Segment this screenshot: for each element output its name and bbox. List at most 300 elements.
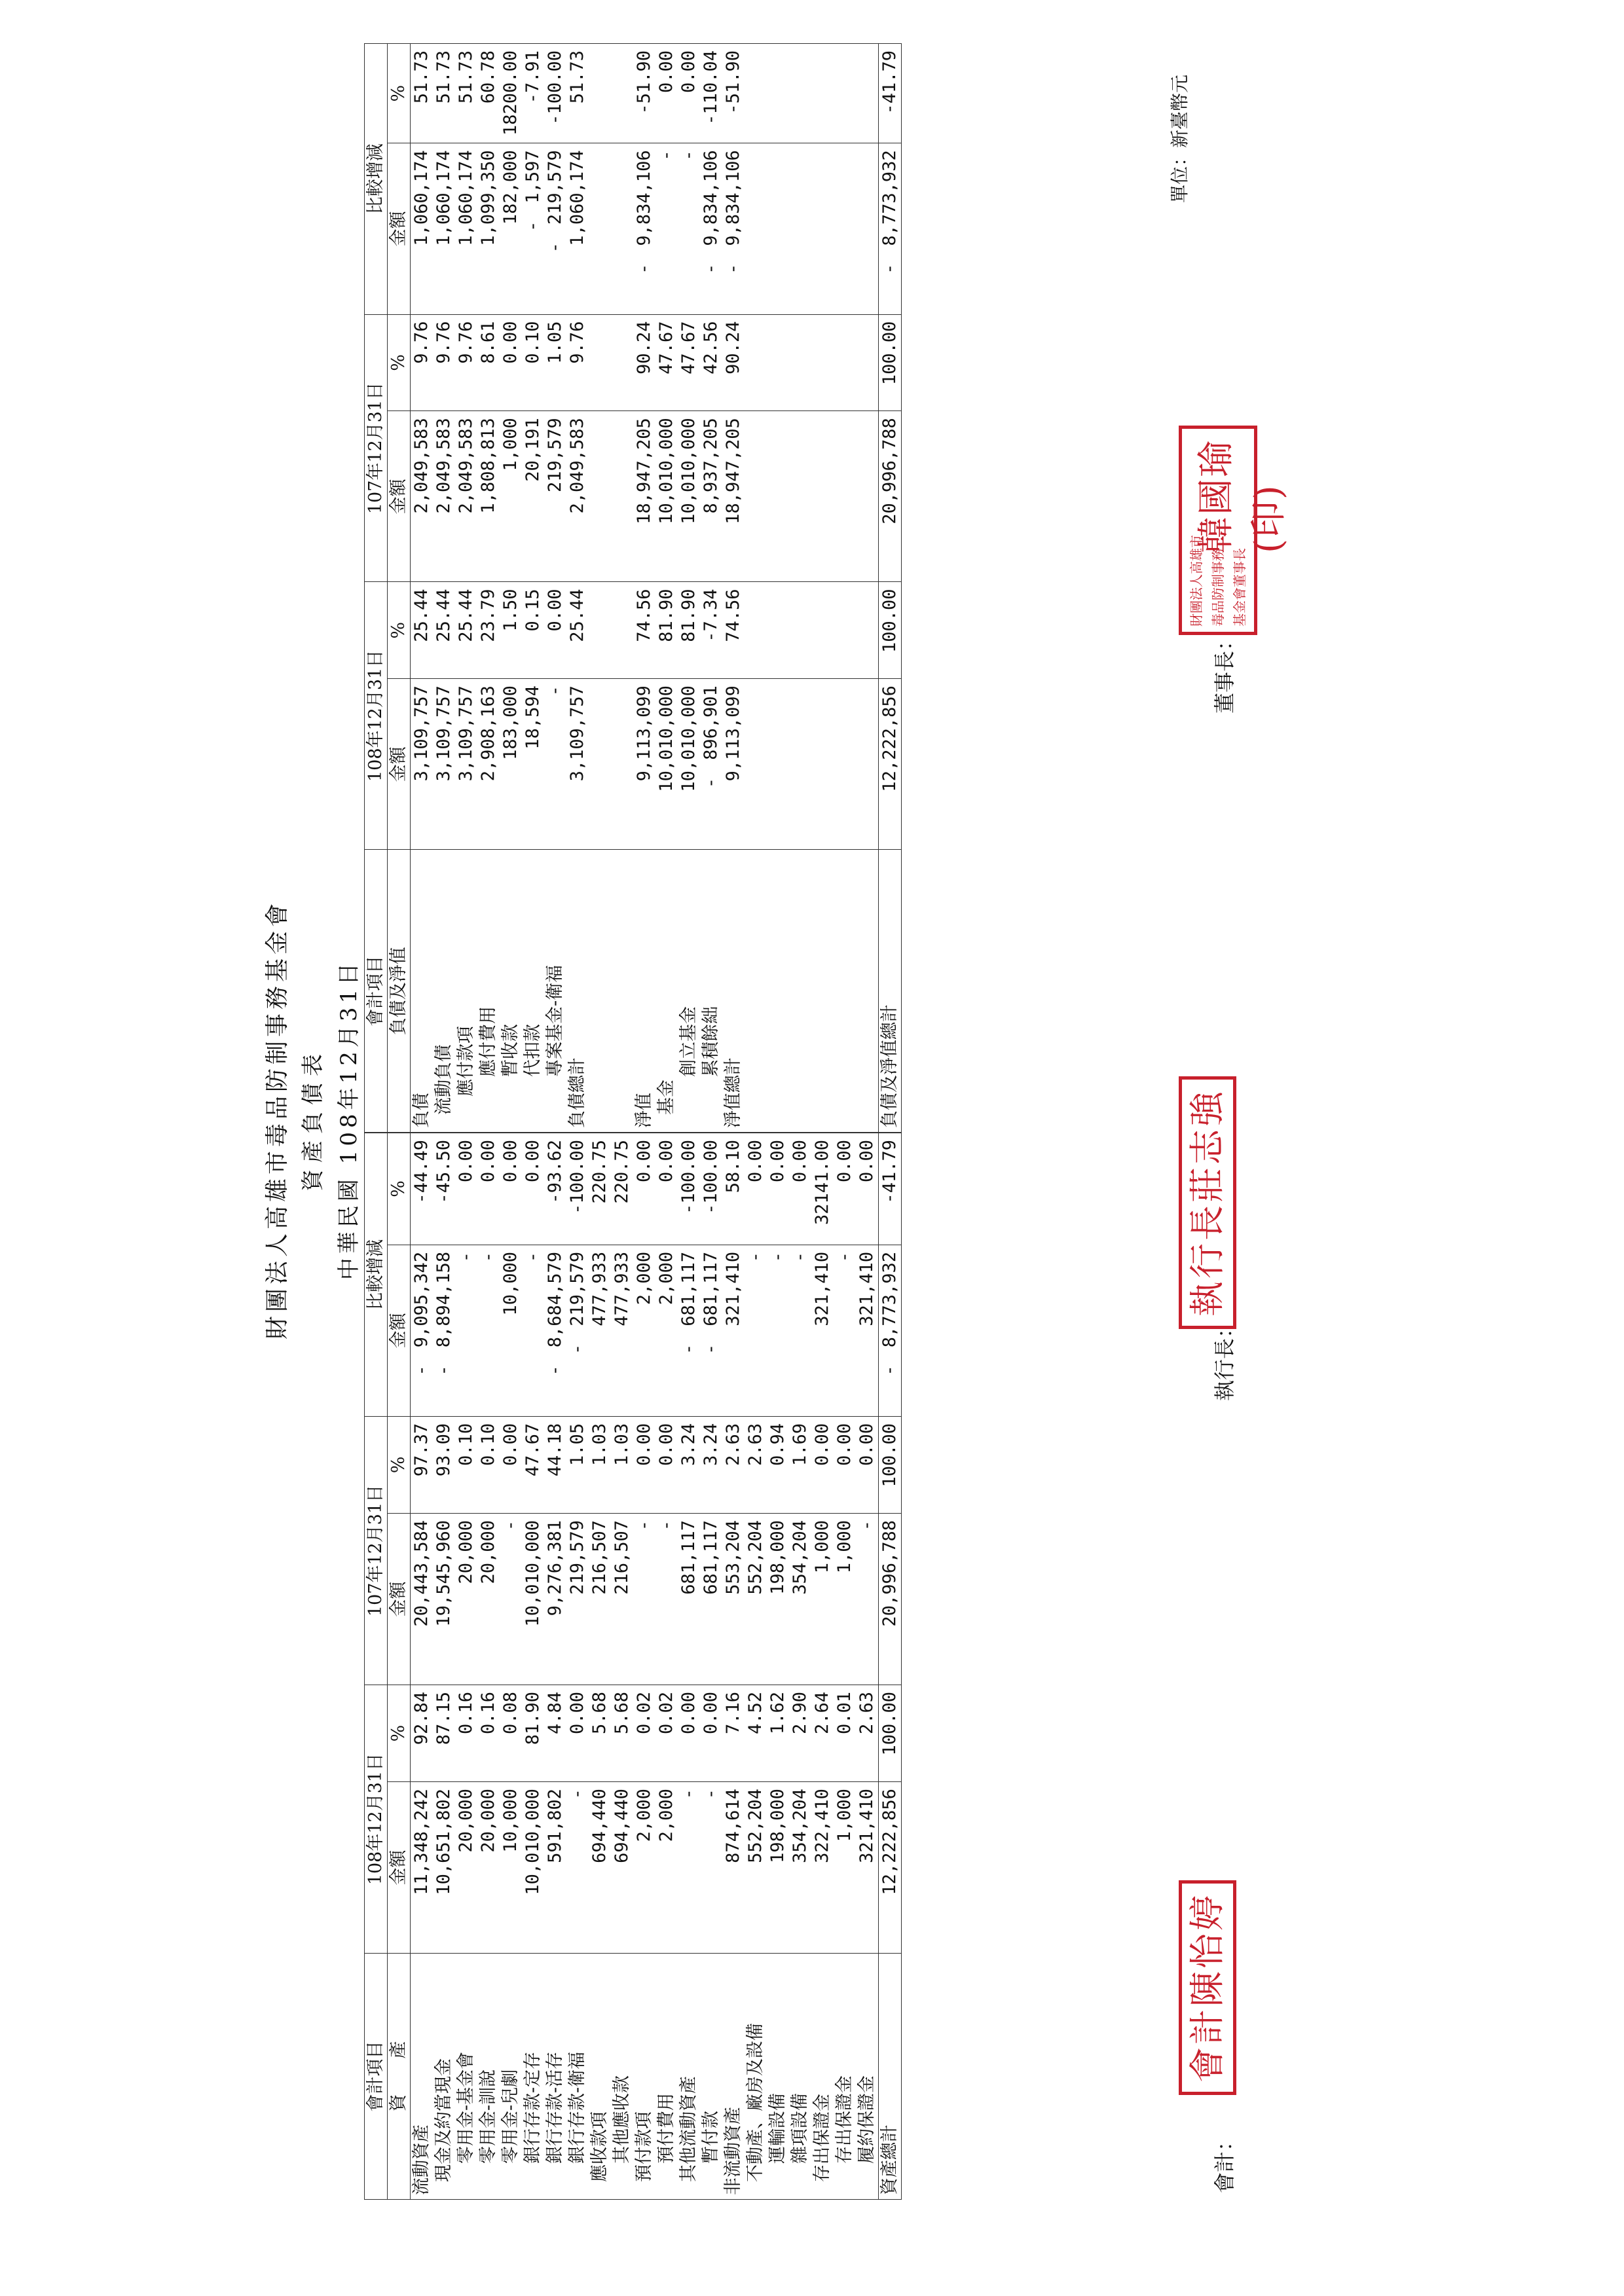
row-cur-amount: 10,010,000 <box>522 1782 544 1954</box>
row-prev-amount: 681,117 <box>700 1514 722 1685</box>
row-prev-amount: 20,191 <box>522 411 544 582</box>
row-chg-amount: 477,933 <box>589 1245 611 1416</box>
row-prev-amount <box>856 411 879 582</box>
liab-chg-amount-head: 金額 <box>388 143 411 314</box>
row-chg-pct: -51.90 <box>633 44 655 143</box>
liab-col-current: 108年12月31日 <box>365 582 388 850</box>
row-prev-pct: 1.05 <box>544 314 566 411</box>
row-chg-amount: - <box>834 1245 856 1416</box>
row-item <box>856 850 879 1133</box>
row-chg-amount: 182,000 <box>500 143 522 314</box>
row-chg-amount: - 9,834,106 <box>722 143 745 314</box>
table-row <box>700 44 722 1133</box>
table-row <box>522 1133 544 2200</box>
row-chg-amount: - <box>678 143 700 314</box>
row-prev-amount: 1,808,813 <box>477 411 500 582</box>
row-chg-pct: 51.73 <box>433 44 455 143</box>
row-chg-amount <box>834 143 856 314</box>
row-cur-pct: 4.84 <box>544 1685 566 1782</box>
row-cur-amount: 11,348,242 <box>411 1782 434 1954</box>
row-cur-amount: 2,000 <box>655 1782 678 1954</box>
row-chg-pct: 220.75 <box>611 1133 633 1245</box>
row-prev-pct: 1.03 <box>611 1416 633 1513</box>
row-item: 預付款項 <box>633 1954 655 2200</box>
table-row <box>433 1133 455 2200</box>
row-cur-amount: 2,000 <box>633 1782 655 1954</box>
row-item: 應付款項 <box>455 850 477 1133</box>
row-cur-pct: 0.00 <box>566 1685 589 1782</box>
row-chg-pct: 0.00 <box>856 1133 879 1245</box>
row-cur-amount <box>589 679 611 850</box>
row-prev-pct: 0.00 <box>633 1416 655 1513</box>
row-chg-pct: -110.04 <box>700 44 722 143</box>
row-item: 履約保證金 <box>856 1954 879 2200</box>
row-cur-pct: 25.44 <box>411 582 434 679</box>
row-prev-amount: 216,507 <box>589 1514 611 1685</box>
row-item <box>611 850 633 1133</box>
table-row <box>834 1133 856 2200</box>
row-cur-pct: 25.44 <box>566 582 589 679</box>
row-cur-amount: 10,000 <box>500 1782 522 1954</box>
row-cur-pct: 0.15 <box>522 582 544 679</box>
row-chg-pct <box>834 44 856 143</box>
row-prev-amount: 18,947,205 <box>722 411 745 582</box>
row-prev-pct: 0.00 <box>500 1416 522 1513</box>
row-cur-amount <box>745 679 767 850</box>
row-cur-amount <box>611 679 633 850</box>
row-prev-amount: 10,010,000 <box>655 411 678 582</box>
row-item: 應收款項 <box>589 1954 611 2200</box>
row-prev-amount: - <box>655 1514 678 1685</box>
report-title: 財團法人高雄市毒品防制事務基金會 <box>264 900 291 1340</box>
row-prev-pct <box>789 314 811 411</box>
row-prev-amount: 8,937,205 <box>700 411 722 582</box>
row-cur-amount: - <box>544 679 566 850</box>
row-prev-amount: 681,117 <box>678 1514 700 1685</box>
row-chg-amount: 477,933 <box>611 1245 633 1416</box>
liab-col-previous: 107年12月31日 <box>365 314 388 582</box>
row-cur-pct: 87.15 <box>433 1685 455 1782</box>
row-cur-amount: 3,109,757 <box>455 679 477 850</box>
row-prev-amount: 553,204 <box>722 1514 745 1685</box>
row-prev-pct: 47.67 <box>678 314 700 411</box>
row-chg-amount: - <box>477 1245 500 1416</box>
accountant-label: 會計： <box>1212 2130 1237 2193</box>
row-item: 應付費用 <box>477 850 500 1133</box>
row-item: 銀行存款-活存 <box>544 1954 566 2200</box>
row-cur-pct <box>611 582 633 679</box>
row-item <box>811 850 834 1133</box>
row-cur-amount <box>834 679 856 850</box>
table-row <box>500 44 522 1133</box>
chair-stamp-line: 財團法人高雄市 <box>1189 535 1204 627</box>
table-row <box>544 1133 566 2200</box>
assets-cur-pct-head: % <box>388 1685 411 1782</box>
row-chg-pct: -100.00 <box>700 1133 722 1245</box>
liab-prev-amount-head: 金額 <box>388 411 411 582</box>
row-prev-amount <box>745 411 767 582</box>
row-prev-amount: 219,579 <box>544 411 566 582</box>
row-chg-pct: 0.00 <box>655 44 678 143</box>
row-chg-amount <box>767 143 789 314</box>
row-chg-amount: - 8,894,158 <box>433 1245 455 1416</box>
row-cur-pct: 74.56 <box>633 582 655 679</box>
assets-col-change: 比較增減 <box>365 1133 388 1417</box>
row-item: 代扣款 <box>522 850 544 1133</box>
assets-body <box>411 1133 879 2200</box>
row-chg-amount: - <box>655 143 678 314</box>
assets-total-row <box>879 1133 902 2200</box>
row-item: 存出保證金 <box>834 1954 856 2200</box>
row-item: 暫付款 <box>700 1954 722 2200</box>
table-row <box>811 44 834 1133</box>
row-item: 非流動資產 <box>722 1954 745 2200</box>
row-cur-pct: 2.64 <box>811 1685 834 1782</box>
row-chg-pct: -100.00 <box>544 44 566 143</box>
row-item: 預付費用 <box>655 1954 678 2200</box>
row-cur-amount: 9,113,099 <box>633 679 655 850</box>
row-chg-amount: - 681,117 <box>678 1245 700 1416</box>
row-item: 運輸設備 <box>767 1954 789 2200</box>
table-row <box>700 1133 722 2200</box>
row-prev-amount: 10,010,000 <box>522 1514 544 1685</box>
row-prev-amount: 2,049,583 <box>433 411 455 582</box>
row-item: 雜項設備 <box>789 1954 811 2200</box>
row-cur-pct <box>789 582 811 679</box>
row-prev-pct: 90.24 <box>633 314 655 411</box>
accountant-stamp: 會計陳怡婷 <box>1179 1880 1236 2095</box>
row-prev-amount: - <box>856 1514 879 1685</box>
table-row <box>566 44 589 1133</box>
total-chg-pct: -41.79 <box>879 44 902 143</box>
table-row <box>411 44 434 1133</box>
row-cur-pct: 1.62 <box>767 1685 789 1782</box>
row-prev-pct: 9.76 <box>566 314 589 411</box>
row-prev-pct: 9.76 <box>455 314 477 411</box>
liab-col-item: 會計項目 <box>365 850 388 1133</box>
assets-col-current: 108年12月31日 <box>365 1685 388 1954</box>
row-cur-pct: 25.44 <box>455 582 477 679</box>
table-row <box>633 1133 655 2200</box>
row-prev-amount: 552,204 <box>745 1514 767 1685</box>
chair-stamp <box>1179 426 1290 635</box>
row-prev-pct: 0.00 <box>655 1416 678 1513</box>
row-chg-pct: 51.73 <box>566 44 589 143</box>
row-cur-pct <box>589 582 611 679</box>
row-prev-pct: 0.10 <box>477 1416 500 1513</box>
row-prev-amount: 216,507 <box>611 1514 633 1685</box>
row-cur-pct: 0.00 <box>678 1685 700 1782</box>
assets-chg-pct-head: % <box>388 1133 411 1245</box>
row-chg-amount: 1,099,350 <box>477 143 500 314</box>
row-cur-pct: 4.52 <box>745 1685 767 1782</box>
row-cur-amount: 3,109,757 <box>411 679 434 850</box>
row-prev-pct: 1.05 <box>566 1416 589 1513</box>
row-chg-pct: 220.75 <box>589 1133 611 1245</box>
table-row <box>566 1133 589 2200</box>
table-row <box>678 44 700 1133</box>
row-cur-amount: - <box>700 1782 722 1954</box>
row-cur-pct <box>745 582 767 679</box>
table-row <box>433 44 455 1133</box>
row-prev-pct: 93.09 <box>433 1416 455 1513</box>
row-item <box>745 850 767 1133</box>
table-row <box>589 44 611 1133</box>
row-item: 現金及約當現金 <box>433 1954 455 2200</box>
liab-side-label: 負債及淨值 <box>388 850 411 1133</box>
row-prev-amount <box>811 411 834 582</box>
row-prev-pct: 9.76 <box>411 314 434 411</box>
row-cur-pct: 0.16 <box>455 1685 477 1782</box>
row-cur-amount: 874,614 <box>722 1782 745 1954</box>
row-cur-pct <box>834 582 856 679</box>
row-chg-amount: - <box>522 1245 544 1416</box>
row-cur-pct: 7.16 <box>722 1685 745 1782</box>
row-item: 負債 <box>411 850 434 1133</box>
row-chg-pct <box>745 44 767 143</box>
total-prev-pct: 100.00 <box>879 1416 902 1513</box>
liab-cur-amount-head: 金額 <box>388 679 411 850</box>
row-prev-pct: 8.61 <box>477 314 500 411</box>
assets-prev-pct-head: % <box>388 1416 411 1513</box>
total-item: 資產總計 <box>879 1954 902 2200</box>
row-prev-amount: 20,000 <box>477 1514 500 1685</box>
row-cur-amount: 20,000 <box>477 1782 500 1954</box>
row-prev-amount <box>611 411 633 582</box>
row-cur-pct <box>856 582 879 679</box>
liabilities-body <box>411 44 879 1133</box>
table-row <box>411 1133 434 2200</box>
row-prev-pct: 2.63 <box>722 1416 745 1513</box>
row-chg-pct: -93.62 <box>544 1133 566 1245</box>
row-cur-pct: 5.68 <box>611 1685 633 1782</box>
row-item: 銀行存款-衛福 <box>566 1954 589 2200</box>
liab-chg-pct-head: % <box>388 44 411 143</box>
row-cur-pct: 0.16 <box>477 1685 500 1782</box>
row-prev-pct: 47.67 <box>522 1416 544 1513</box>
row-chg-amount: 2,000 <box>655 1245 678 1416</box>
row-cur-pct: 81.90 <box>678 582 700 679</box>
row-chg-amount: 1,060,174 <box>433 143 455 314</box>
row-cur-pct: 0.00 <box>700 1685 722 1782</box>
row-item: 負債總計 <box>566 850 589 1133</box>
row-chg-pct: 0.00 <box>745 1133 767 1245</box>
row-item: 累積餘絀 <box>700 850 722 1133</box>
row-chg-pct: 51.73 <box>455 44 477 143</box>
row-prev-amount: 354,204 <box>789 1514 811 1685</box>
row-item: 暫收款 <box>500 850 522 1133</box>
row-chg-pct <box>789 44 811 143</box>
row-prev-amount: 10,010,000 <box>678 411 700 582</box>
ceo-label: 執行長： <box>1212 1317 1237 1401</box>
row-cur-amount: 10,010,000 <box>655 679 678 850</box>
table-row <box>611 44 633 1133</box>
row-cur-pct: 81.90 <box>655 582 678 679</box>
row-chg-pct: -7.91 <box>522 44 544 143</box>
row-chg-amount: 321,410 <box>856 1245 879 1416</box>
row-prev-amount: 2,049,583 <box>566 411 589 582</box>
row-cur-amount: - 896,901 <box>700 679 722 850</box>
table-row <box>500 1133 522 2200</box>
row-prev-amount: 1,000 <box>834 1514 856 1685</box>
row-item: 創立基金 <box>678 850 700 1133</box>
row-chg-pct: 58.10 <box>722 1133 745 1245</box>
liab-col-change: 比較增減 <box>365 44 388 315</box>
row-prev-pct: 0.10 <box>455 1416 477 1513</box>
currency-unit: 單位：新臺幣元 <box>1169 74 1190 203</box>
row-chg-amount: 321,410 <box>811 1245 834 1416</box>
row-item: 其他流動資產 <box>678 1954 700 2200</box>
table-row <box>834 44 856 1133</box>
row-item: 其他應收款 <box>611 1954 633 2200</box>
table-row <box>589 1133 611 2200</box>
row-cur-pct: 2.63 <box>856 1685 879 1782</box>
table-row <box>477 44 500 1133</box>
row-cur-amount: 322,410 <box>811 1782 834 1954</box>
row-prev-pct <box>834 314 856 411</box>
total-cur-pct: 100.00 <box>879 582 902 679</box>
assets-col-item: 會計項目 <box>365 1954 388 2200</box>
chair-label: 董事長： <box>1212 629 1237 714</box>
table-row <box>655 1133 678 2200</box>
row-chg-pct: 51.73 <box>411 44 434 143</box>
row-prev-pct: 97.37 <box>411 1416 434 1513</box>
liabilities-table <box>364 43 902 1133</box>
table-row <box>856 44 879 1133</box>
row-chg-pct: -100.00 <box>678 1133 700 1245</box>
row-chg-pct: 60.78 <box>477 44 500 143</box>
table-row <box>745 44 767 1133</box>
row-prev-amount: 219,579 <box>566 1514 589 1685</box>
liabilities-total-row <box>879 44 902 1133</box>
row-chg-amount: - 8,684,579 <box>544 1245 566 1416</box>
row-chg-amount <box>856 143 879 314</box>
row-chg-amount: - <box>789 1245 811 1416</box>
total-prev-amount: 20,996,788 <box>879 411 902 582</box>
table-row <box>811 1133 834 2200</box>
row-chg-pct: 0.00 <box>500 1133 522 1245</box>
assets-prev-amount-head: 金額 <box>388 1514 411 1685</box>
row-item: 零用金-兒劇 <box>500 1954 522 2200</box>
row-item: 流動資產 <box>411 1954 434 2200</box>
row-prev-amount <box>767 411 789 582</box>
row-prev-pct: 44.18 <box>544 1416 566 1513</box>
row-item: 零用金-訓說 <box>477 1954 500 2200</box>
liab-cur-pct-head: % <box>388 582 411 679</box>
assets-col-previous: 107年12月31日 <box>365 1416 388 1685</box>
report-date: 中華民國 108年12月31日 <box>336 958 362 1281</box>
row-chg-amount: - 219,579 <box>566 1245 589 1416</box>
row-chg-pct <box>611 44 633 143</box>
row-prev-pct: 0.00 <box>811 1416 834 1513</box>
row-cur-amount: 354,204 <box>789 1782 811 1954</box>
table-row <box>544 44 566 1133</box>
row-prev-amount: 1,000 <box>811 1514 834 1685</box>
row-chg-amount <box>811 143 834 314</box>
row-prev-amount: 198,000 <box>767 1514 789 1685</box>
row-chg-pct: 0.00 <box>522 1133 544 1245</box>
table-row <box>722 1133 745 2200</box>
row-item <box>789 850 811 1133</box>
assets-chg-amount-head: 金額 <box>388 1245 411 1416</box>
row-chg-pct: 0.00 <box>455 1133 477 1245</box>
row-cur-pct: 1.50 <box>500 582 522 679</box>
row-chg-amount: 1,060,174 <box>455 143 477 314</box>
row-chg-pct: 18200.00 <box>500 44 522 143</box>
table-row <box>477 1133 500 2200</box>
table-row <box>455 44 477 1133</box>
row-cur-pct: 0.02 <box>655 1685 678 1782</box>
row-prev-amount <box>589 411 611 582</box>
row-cur-pct: 74.56 <box>722 582 745 679</box>
row-prev-amount: 1,000 <box>500 411 522 582</box>
row-item: 零用金-基金會 <box>455 1954 477 2200</box>
total-cur-amount: 12,222,856 <box>879 1782 902 1954</box>
row-chg-amount: 2,000 <box>633 1245 655 1416</box>
row-prev-amount: 18,947,205 <box>633 411 655 582</box>
row-cur-amount: 10,651,802 <box>433 1782 455 1954</box>
row-item <box>767 850 789 1133</box>
table-row <box>745 1133 767 2200</box>
table-row <box>633 44 655 1133</box>
row-cur-pct <box>767 582 789 679</box>
row-item: 銀行存款-定存 <box>522 1954 544 2200</box>
row-cur-amount: - <box>566 1782 589 1954</box>
row-chg-amount: - 681,117 <box>700 1245 722 1416</box>
row-prev-pct: 3.24 <box>700 1416 722 1513</box>
row-item: 存出保證金 <box>811 1954 834 2200</box>
row-cur-amount: 3,109,757 <box>566 679 589 850</box>
row-cur-pct <box>811 582 834 679</box>
row-chg-pct: -100.00 <box>566 1133 589 1245</box>
row-prev-pct: 0.94 <box>767 1416 789 1513</box>
row-cur-pct: 5.68 <box>589 1685 611 1782</box>
row-cur-amount: 694,440 <box>611 1782 633 1954</box>
assets-cur-amount-head: 金額 <box>388 1782 411 1954</box>
row-prev-amount: 19,545,960 <box>433 1514 455 1685</box>
row-chg-pct: -51.90 <box>722 44 745 143</box>
assets-table <box>364 1133 902 2200</box>
row-cur-amount: 591,802 <box>544 1782 566 1954</box>
row-item: 基金 <box>655 850 678 1133</box>
row-chg-amount: 321,410 <box>722 1245 745 1416</box>
row-prev-pct: 0.10 <box>522 314 544 411</box>
row-cur-pct: 0.00 <box>544 582 566 679</box>
row-cur-pct: 0.01 <box>834 1685 856 1782</box>
row-cur-amount <box>811 679 834 850</box>
row-cur-amount <box>767 679 789 850</box>
row-chg-amount: - 9,095,342 <box>411 1245 434 1416</box>
table-row <box>789 44 811 1133</box>
row-prev-amount: - <box>633 1514 655 1685</box>
row-chg-pct: -45.50 <box>433 1133 455 1245</box>
row-cur-amount: 552,204 <box>745 1782 767 1954</box>
table-row <box>522 44 544 1133</box>
table-row <box>767 1133 789 2200</box>
row-cur-amount: - <box>678 1782 700 1954</box>
row-prev-amount: 20,000 <box>455 1514 477 1685</box>
table-row <box>789 1133 811 2200</box>
row-item <box>589 850 611 1133</box>
table-row <box>856 1133 879 2200</box>
row-chg-amount <box>789 143 811 314</box>
row-prev-pct <box>745 314 767 411</box>
rotated-sheet <box>105 39 1414 2200</box>
row-chg-pct <box>589 44 611 143</box>
row-chg-pct: -44.49 <box>411 1133 434 1245</box>
chair-stamp-name: 韓國瑜(印) <box>1195 439 1290 553</box>
row-chg-pct: 32141.00 <box>811 1133 834 1245</box>
